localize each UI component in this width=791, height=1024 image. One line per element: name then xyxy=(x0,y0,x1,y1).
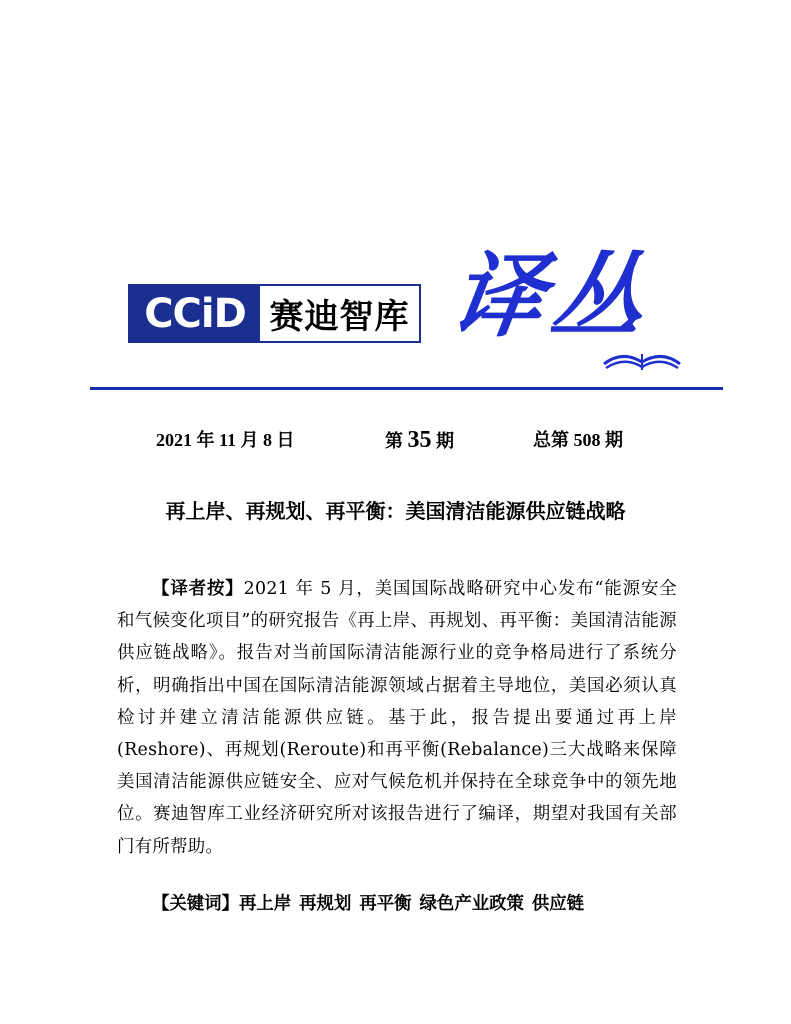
logo-name: 赛迪智库 xyxy=(269,297,410,337)
keyword-item: 再规划 xyxy=(299,894,352,914)
keyword-item: 供应链 xyxy=(531,894,585,914)
article-title: 再上岸、再规划、再平衡：美国清洁能源供应链战略 xyxy=(165,499,626,523)
issue-number-suffix: 期 xyxy=(431,431,454,451)
keyword-item: 再平衡 xyxy=(359,894,412,914)
issue-number xyxy=(385,425,454,455)
issue-date: 2021 年 11 月 8 日 xyxy=(156,430,295,450)
translator-note xyxy=(117,573,677,863)
keyword-item: 再上岸 xyxy=(238,894,292,914)
logo-ccid-mark: CCiD xyxy=(130,286,260,341)
keyword-item: 绿色产业政策 xyxy=(419,894,524,914)
open-book-icon xyxy=(602,342,682,372)
translator-note-text: 2021 年 5 月，美国国际战略研究中心发布“能源安全和气候变化项目”的研究报告《再上岸、再规划、再平衡：美国清洁能源供应链战略》。报告对当前国际清洁能源行业的竞争格局进行了系统分析，明确指出中国在国际清洁能源领域占据着主导地位，美国必须认真检讨并建立清洁能源供应链。基于此，报告提出要通过再上岸(Reshore)、再规划(Reroute)和再平衡(Rebalance)三大战略来保障美国清洁能源供应链安全、应对气候危机并保持在全球竞争中的领先地位。赛迪智库工业经济研究所对该报告进行了编译，期望对我国有关部门有所帮助。 xyxy=(117,579,677,857)
brand-title-block xyxy=(444,242,692,380)
issue-total: 总第 508 期 xyxy=(533,430,623,450)
ccid-logo xyxy=(128,284,421,343)
keywords xyxy=(152,890,592,918)
translator-note-label: 【译者按】 xyxy=(152,579,244,599)
keywords-label: 【关键词】 xyxy=(152,894,239,914)
brand-title: 译丛 xyxy=(444,242,660,350)
issue-number-prefix: 第 xyxy=(385,431,408,451)
header-divider xyxy=(90,387,723,390)
issue-number-value: 35 xyxy=(407,427,432,453)
